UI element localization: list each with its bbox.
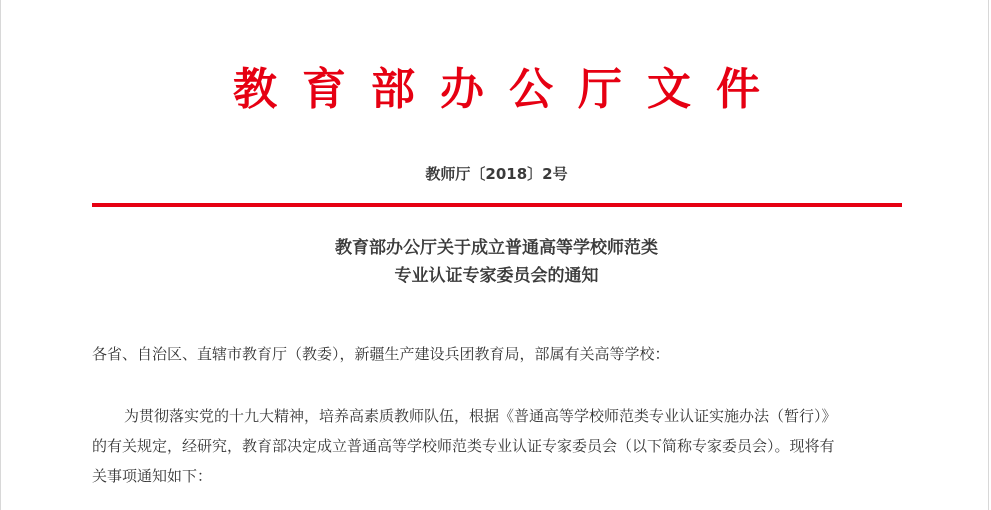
body-paragraph: [92, 401, 902, 491]
header-divider: [92, 203, 902, 207]
addressee: 各省、自治区、直辖市教育厅（教委），新疆生产建设兵团教育局，部属有关高等学校：: [92, 345, 670, 363]
issuer-header: 教育部办公厅文件: [233, 64, 785, 115]
document-number: 教师厅〔2018〕2号: [425, 165, 568, 183]
body-paragraph-line: 的有关规定，经研究，教育部决定成立普通高等学校师范类专业认证专家委员会（以下简称专家委员会）。现将有: [92, 437, 835, 455]
body-paragraph-line: 为贯彻落实党的十九大精神，培养高素质教师队伍，根据《普通高等学校师范类专业认证实施办法（暂行）》: [124, 407, 837, 425]
document-title-line-2: 专业认证专家委员会的通知: [394, 266, 599, 286]
body-paragraph-line: 关事项通知如下：: [92, 467, 213, 485]
document-title: [1, 234, 991, 290]
document-title-line-1: 教育部办公厅关于成立普通高等学校师范类: [335, 238, 658, 258]
